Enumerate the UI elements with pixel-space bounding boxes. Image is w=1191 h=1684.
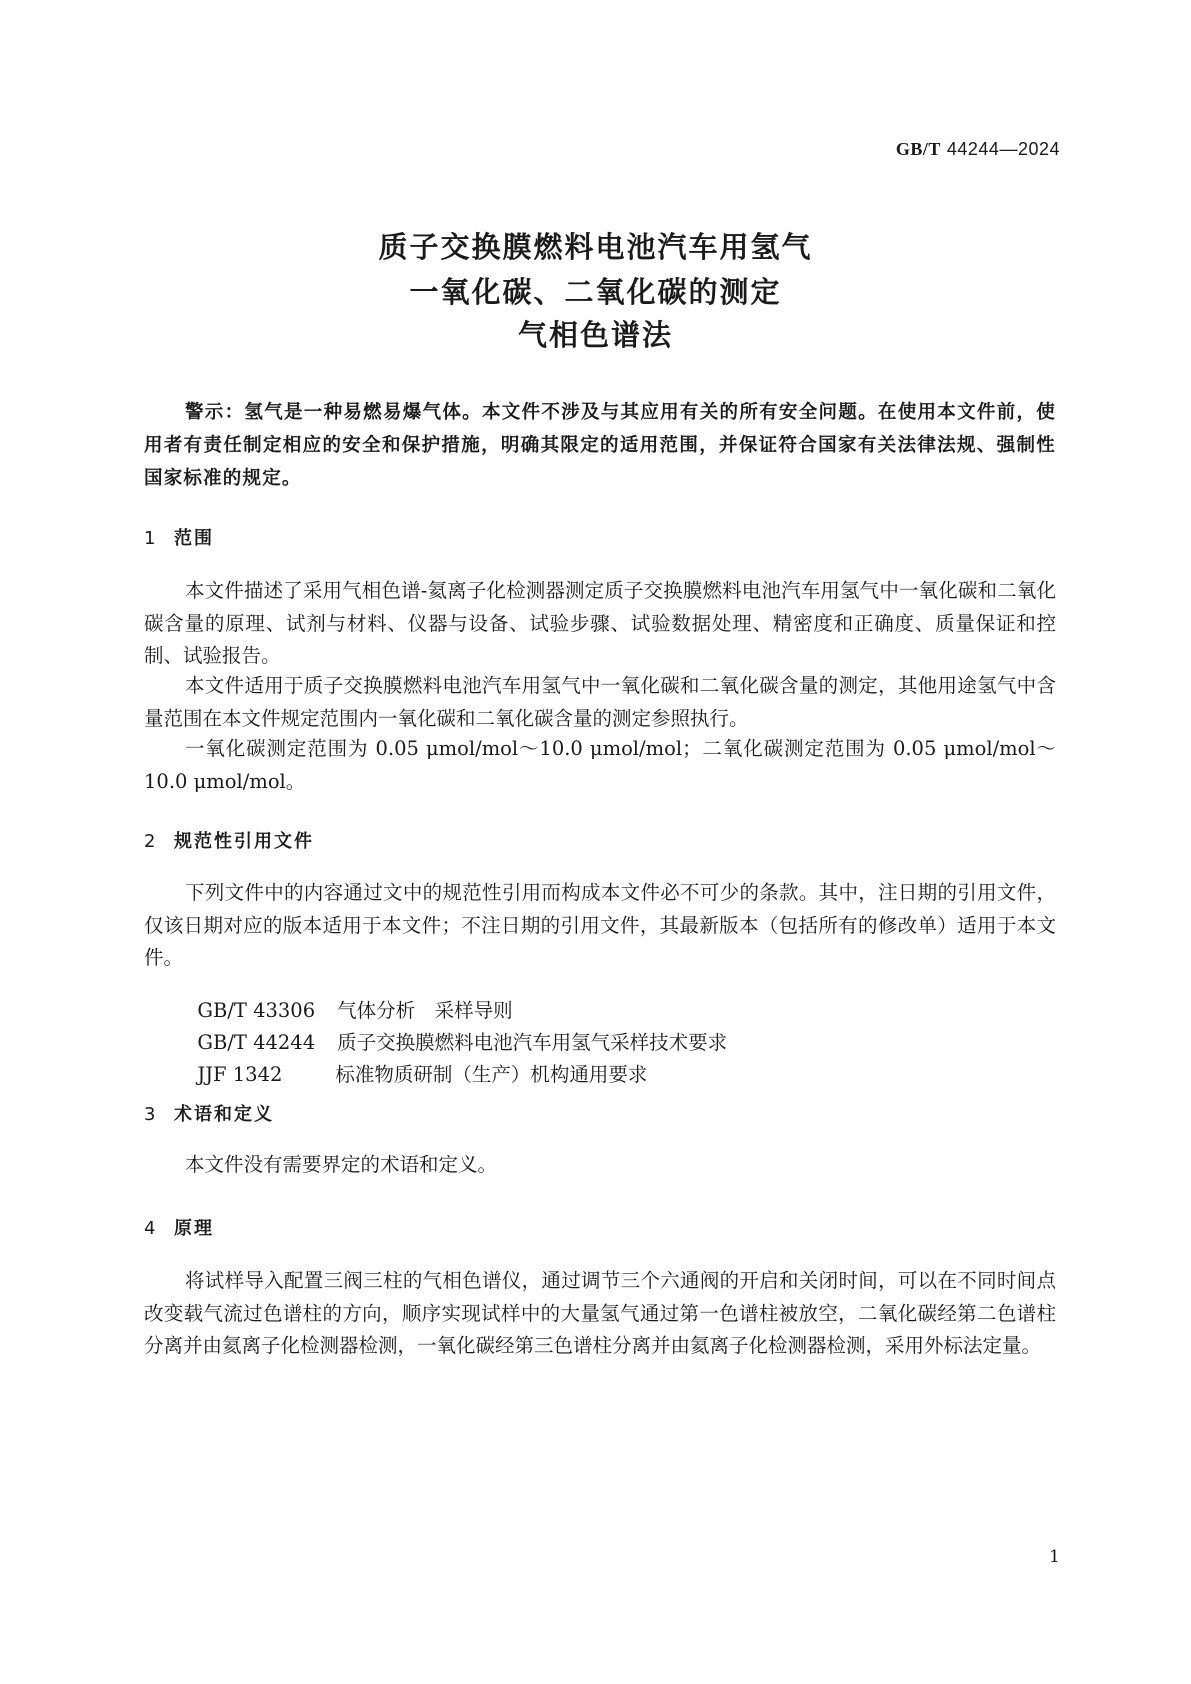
section-number: 2 [144,831,156,852]
section-title: 术语和定义 [174,1104,274,1125]
page-number: 1 [1049,1547,1060,1567]
standard-number [896,139,1060,160]
section-number: 1 [144,528,156,549]
paragraph: 一氧化碳测定范围为 0.05 μmol/mol～10.0 μmol/mol；二氧化碳测定范围为 0.05 μmol/mol～10.0 μmol/mol。 [144,737,1056,793]
reference-title: 气体分析 采样导则 [337,999,513,1022]
section-title: 范围 [174,528,214,549]
paragraph: 本文件没有需要界定的术语和定义。 [185,1153,498,1176]
title-line-3: 气相色谱法 [517,318,673,352]
section-2-heading [144,827,314,853]
reference-title: 标准物质研制（生产）机构通用要求 [335,1063,648,1086]
section-4-heading [144,1214,214,1240]
section-title: 规范性引用文件 [174,831,314,852]
reference-title: 质子交换膜燃料电池汽车用氢气采样技术要求 [337,1031,728,1054]
reference-item [185,1036,647,1087]
section-number: 4 [144,1218,156,1239]
standard-prefix: GB/T [895,139,941,159]
standard-code: 44244—2024 [946,139,1060,159]
reference-code: JJF 1342 [197,1063,283,1086]
title-line-2: 一氧化碳、二氧化碳的测定 [409,275,782,309]
section-number: 3 [144,1104,156,1125]
paragraph: 将试样导入配置三阀三柱的气相色谱仪，通过调节三个六通阀的开启和关闭时间，可以在不同时间点改变载气流过色谱柱的方向，顺序实现试样中的大量氢气通过第一色谱柱被放空，二氧化碳经第二色谱柱分离并由氦离子化检测器检测，一氧化碳经第三色谱柱分离并由氦离子化检测器检测，采用外标法定量。 [144,1269,1056,1357]
title-line-1: 质子交换膜燃料电池汽车用氢气 [378,230,813,264]
reference-code: GB/T 43306 [197,999,316,1022]
safety-warning: 警示：氢气是一种易燃易爆气体。本文件不涉及与其应用有关的所有安全问题。在使用本文件前，使用者有责任制定相应的安全和保护措施，明确其限定的适用范围，并保证符合国家有关法律法规、强制性国家标准的规定。 [144,402,1056,489]
section-3-heading [144,1100,274,1126]
reference-code: GB/T 44244 [197,1031,316,1054]
paragraph: 本文件适用于质子交换膜燃料电池汽车用氢气中一氧化碳和二氧化碳含量的测定，其他用途氢气中含量范围在本文件规定范围内一氧化碳和二氧化碳含量的测定参照执行。 [144,674,1056,730]
paragraph: 本文件描述了采用气相色谱-氦离子化检测器测定质子交换膜燃料电池汽车用氢气中一氧化碳和二氧化碳含量的原理、试剂与材料、仪器与设备、试验步骤、试验数据处理、精密度和正确度、质量保证和控制、试验报告。 [144,579,1056,667]
paragraph: 下列文件中的内容通过文中的规范性引用而构成本文件必不可少的条款。其中，注日期的引用文件，仅该日期对应的版本适用于本文件；不注日期的引用文件，其最新版本（包括所有的修改单）适用于本文件。 [144,881,1056,969]
section-title: 原理 [174,1218,214,1239]
section-1-heading [144,524,214,550]
